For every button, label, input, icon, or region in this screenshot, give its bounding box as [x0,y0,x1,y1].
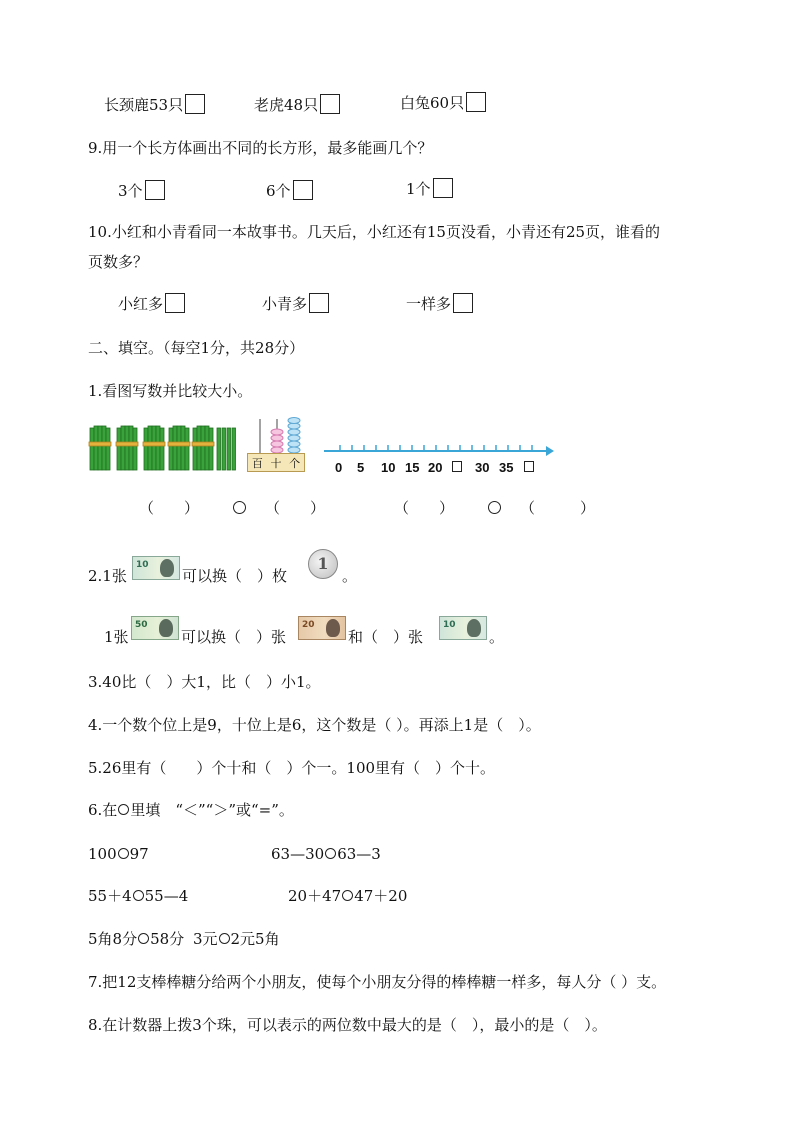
f7-text: 7.把12支棒棒糖分给两个小朋友，使每个小朋友分得的棒棒糖一样多，每人分（ ）支。 [88,973,667,991]
numberline-label-20: 20 [428,460,443,475]
f6-row2-right: 20＋47 47＋20 [288,887,408,905]
q8-option-rabbit: 白兔60只 [400,92,486,113]
numberline-label-35: 35 [499,460,514,475]
compare-circle[interactable] [325,848,336,859]
f2-line1-end: 。 [342,567,358,585]
q9-text: 9.用一个长方体画出不同的长方形，最多能画几个？ [88,139,433,157]
f1-blank-4[interactable]: （ ） [520,499,596,517]
q10-option-same: 一样多 [406,293,473,314]
numberline-blank-1[interactable] [452,460,462,475]
banknote-10-yuan-2: 10 [439,616,487,640]
answer-box[interactable] [185,94,205,114]
f4-text: 4.一个数个位上是9，十位上是6，这个数是（ ）。再添上1是（ ）。 [88,716,541,734]
f1-blank-1[interactable]: （ ） [139,499,200,517]
f2-line2-and: 和（ ）张 [348,628,424,646]
abacus-image [246,417,308,455]
numberline-blank-2[interactable] [524,460,534,475]
answer-box[interactable] [433,178,453,198]
answer-box[interactable] [320,94,340,114]
f1-blank-3[interactable]: （ ） [394,499,455,517]
f6-row1-left: 100 97 [88,845,149,863]
compare-circle[interactable] [342,890,353,901]
q9-option-6: 6个 [266,180,313,201]
q8-option-tiger: 老虎48只 [254,94,340,115]
f1-compare-circle-1[interactable] [233,498,246,518]
banknote-50-yuan: 50 [131,616,179,640]
section-title: 二、填空。（每空1分，共28分） [88,339,305,357]
answer-box[interactable] [145,180,165,200]
compare-circle[interactable] [219,933,230,944]
answer-box[interactable] [309,293,329,313]
answer-box[interactable] [293,180,313,200]
q10-text-line1: 10.小红和小青看同一本故事书。几天后，小红还有15页没看，小青还有25页，谁看的 [88,223,661,241]
answer-box[interactable] [165,293,185,313]
f2-line1-start: 2.1张 [88,567,127,585]
compare-circle[interactable] [138,933,149,944]
numberline-label-5: 5 [357,460,365,475]
f2-line2-middle: 可以换（ ）张 [181,628,287,646]
numberline-label-0: 0 [335,460,343,475]
stick-bundles-image [88,420,236,472]
coin-1-yuan: 1 [308,549,338,579]
compare-circle[interactable] [133,890,144,901]
f2-line2-start: 1张 [104,628,129,646]
q9-option-3: 3个 [118,180,165,201]
q10-option-xiaoqing: 小青多 [262,293,329,314]
q8-option-giraffe: 长颈鹿53只 [104,94,205,115]
banknote-10-yuan: 10 [132,556,180,580]
f1-blank-2[interactable]: （ ） [265,499,326,517]
f3-text: 3.40比（ ）大1，比（ ）小1。 [88,673,321,691]
q10-text-line2: 页数多？ [88,253,149,271]
f6-row1-right: 63—30 63—3 [271,845,381,863]
f6-row2-left: 55＋4 55—4 [88,887,189,905]
compare-circle[interactable] [118,848,129,859]
numberline-label-10: 10 [381,460,396,475]
f2-line1-middle: 可以换（ ）枚 [182,567,288,585]
f6-text: 6.在 里填 “＜”“＞”或“=”。 [88,801,294,819]
answer-box[interactable] [466,92,486,112]
banknote-20-yuan: 20 [298,616,346,640]
f5-text: 5.26里有（ ）个十和（ ）个一。100里有（ ）个十。 [88,759,496,777]
f6-row3: 5角8分 58分 3元 2元5角 [88,930,280,948]
f8-text: 8.在计数器上拨3个珠，可以表示的两位数中最大的是（ ），最小的是（ ）。 [88,1016,607,1034]
f1-compare-circle-2[interactable] [488,498,501,518]
q10-option-xiaohong: 小红多 [118,293,185,314]
answer-box[interactable] [453,293,473,313]
circle-symbol-icon [118,804,129,815]
numberline-label-30: 30 [475,460,490,475]
number-line-image [322,442,556,456]
numberline-label-15: 15 [405,460,420,475]
abacus-base: 百 十 个 [247,453,305,472]
f2-line2-end: 。 [489,628,505,646]
q9-option-1: 1个 [406,178,453,199]
f1-text: 1.看图写数并比较大小。 [88,382,253,400]
